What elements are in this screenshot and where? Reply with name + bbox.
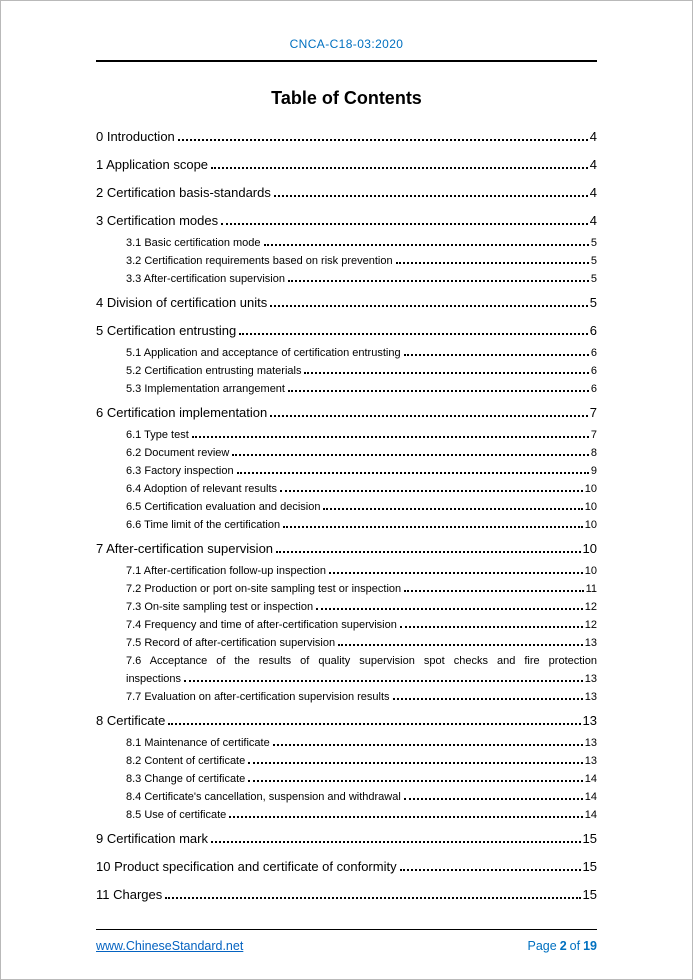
toc-entry <box>96 534 597 562</box>
toc-dot-leader <box>404 798 583 800</box>
toc-dot-leader <box>288 280 589 282</box>
toc-entry-label: 7.6 Acceptance of the results of quality supervision spot checks and fire protection <box>126 654 597 667</box>
toc-entry <box>96 344 597 362</box>
toc-entry-label: 7.7 Evaluation on after-certification supervision results <box>126 690 390 703</box>
toc-entry-label: 7 After-certification supervision <box>96 540 274 556</box>
toc-dot-leader <box>338 644 583 646</box>
toc-entry-label: 6 Certification implementation <box>96 404 268 420</box>
toc-entry-label: 1 Application scope <box>96 156 209 172</box>
toc-entry-label: 6.2 Document review <box>126 446 230 459</box>
toc-entry-label: 6.3 Factory inspection <box>126 464 234 477</box>
toc-entry-page-number: 15 <box>582 886 597 902</box>
toc-entry-label: 5 Certification entrusting <box>96 322 237 338</box>
toc-entry-page-number: 14 <box>584 808 597 821</box>
toc-entry-page-number: 4 <box>589 156 597 172</box>
toc-entry-label: 6.4 Adoption of relevant results <box>126 482 278 495</box>
toc-dot-leader <box>280 490 583 492</box>
toc-dot-leader <box>396 262 589 264</box>
toc-dot-leader <box>316 608 583 610</box>
toc-entry-page-number: 5 <box>590 254 597 267</box>
toc-entry <box>96 234 597 252</box>
toc-entry <box>96 480 597 498</box>
toc-entry-label: 8.5 Use of certificate <box>126 808 227 821</box>
toc-entry <box>96 788 597 806</box>
toc-entry <box>96 880 597 908</box>
toc-entry-page-number: 10 <box>584 500 597 513</box>
footer-row <box>96 939 597 953</box>
toc-entry-label: 8.3 Change of certificate <box>126 772 246 785</box>
toc-entry-label: 4 Division of certification units <box>96 294 268 310</box>
toc-dot-leader <box>184 680 583 682</box>
toc-entry <box>96 516 597 534</box>
toc-dot-leader <box>211 167 588 169</box>
toc-entry-page-number: 6 <box>590 346 597 359</box>
toc-dot-leader <box>274 195 588 197</box>
toc-entry <box>96 670 597 688</box>
toc-dot-leader <box>178 139 588 141</box>
toc-entry-label: 7.4 Frequency and time of after-certification supervision <box>126 618 397 631</box>
toc-entry <box>96 398 597 426</box>
toc-dot-leader <box>400 626 583 628</box>
toc-entry <box>96 706 597 734</box>
toc-entry-page-number: 12 <box>584 600 597 613</box>
header-divider <box>96 60 597 62</box>
toc-entry-page-number: 5 <box>589 294 597 310</box>
toc-dot-leader <box>248 762 583 764</box>
toc-dot-leader <box>329 572 583 574</box>
toc-entry-page-number: 11 <box>585 582 597 595</box>
website-link[interactable]: www.ChineseStandard.net <box>96 939 244 953</box>
toc-entry-page-number: 4 <box>589 212 597 228</box>
toc-entry-page-number: 9 <box>590 464 597 477</box>
toc-dot-leader <box>323 508 582 510</box>
toc-entry <box>96 734 597 752</box>
toc-entry <box>96 444 597 462</box>
toc-entry-page-number: 15 <box>582 830 597 846</box>
toc-dot-leader <box>304 372 588 374</box>
toc-dot-leader <box>232 454 589 456</box>
toc-dot-leader <box>404 354 589 356</box>
toc-entry-label: 6.5 Certification evaluation and decision <box>126 500 321 513</box>
toc-entry-page-number: 5 <box>590 236 597 249</box>
toc-dot-leader <box>276 551 581 553</box>
toc-entry <box>96 252 597 270</box>
toc-dot-leader <box>237 472 589 474</box>
toc-entry-page-number: 10 <box>584 564 597 577</box>
toc-dot-leader <box>404 590 583 592</box>
toc-entry <box>96 316 597 344</box>
toc-dot-leader <box>168 723 580 725</box>
toc-entry <box>96 288 597 316</box>
toc-entry-page-number: 6 <box>590 364 597 377</box>
toc-entry-page-number: 13 <box>584 690 597 703</box>
page-title: Table of Contents <box>271 88 422 108</box>
toc-entry-page-number: 5 <box>590 272 597 285</box>
toc-entry <box>96 824 597 852</box>
toc-entry <box>96 362 597 380</box>
toc-entry-page-number: 10 <box>584 482 597 495</box>
toc-dot-leader <box>273 744 583 746</box>
toc-entry-label: 6.6 Time limit of the certification <box>126 518 281 531</box>
toc-entry-label: 3.2 Certification requirements based on risk prevention <box>126 254 393 267</box>
toc-entry-page-number: 10 <box>582 540 597 556</box>
toc-entry <box>96 498 597 516</box>
page-content <box>1 1 692 908</box>
toc-entry <box>96 462 597 480</box>
toc-entry-label: 3.1 Basic certification mode <box>126 236 261 249</box>
toc-dot-leader <box>270 305 588 307</box>
page-footer <box>96 929 597 953</box>
toc-entry-label: 7.3 On-site sampling test or inspection <box>126 600 314 613</box>
toc-entry-label: 11 Charges <box>96 886 163 902</box>
toc-entry-label: 5.1 Application and acceptance of certification entrusting <box>126 346 401 359</box>
toc-entry-page-number: 15 <box>582 858 597 874</box>
toc-entry-page-number: 12 <box>584 618 597 631</box>
toc-entry-label: 8.1 Maintenance of certificate <box>126 736 270 749</box>
toc-dot-leader <box>221 223 588 225</box>
page-current: 2 <box>559 939 567 953</box>
toc-entry-label: 8 Certificate <box>96 712 166 728</box>
toc-entry-label: 8.2 Content of certificate <box>126 754 246 767</box>
of-word: of <box>569 939 581 953</box>
toc-dot-leader <box>239 333 588 335</box>
toc-dot-leader <box>165 897 580 899</box>
toc-entry-page-number: 13 <box>584 754 597 767</box>
toc-entry-label: 2 Certification basis-standards <box>96 184 271 200</box>
toc-entry-label: inspections <box>126 672 182 685</box>
toc-entry <box>96 652 597 670</box>
toc-entry <box>96 688 597 706</box>
toc-entry-page-number: 14 <box>584 790 597 803</box>
toc-entry <box>96 852 597 880</box>
toc-dot-leader <box>283 526 583 528</box>
toc-dot-leader <box>288 390 589 392</box>
toc-entry-label: 6.1 Type test <box>126 428 189 441</box>
toc-entry <box>96 150 597 178</box>
footer-divider <box>96 929 597 930</box>
toc-dot-leader <box>229 816 582 818</box>
toc-entry <box>96 616 597 634</box>
toc-dot-leader <box>211 841 581 843</box>
toc-dot-leader <box>393 698 583 700</box>
toc-entry-label: 10 Product specification and certificate of conformity <box>96 858 397 874</box>
toc-entry-label: 0 Introduction <box>96 128 175 144</box>
toc-dot-leader <box>264 244 589 246</box>
toc-entry-label: 7.2 Production or port on-site sampling test or inspection <box>126 582 402 595</box>
toc-entry-page-number: 7 <box>589 404 597 420</box>
toc-entry-page-number: 10 <box>584 518 597 531</box>
toc-entry <box>96 562 597 580</box>
toc-dot-leader <box>270 415 588 417</box>
toc-entry-page-number: 4 <box>589 184 597 200</box>
toc-entry-page-number: 7 <box>590 428 597 441</box>
page-indicator <box>528 939 598 953</box>
toc-entry <box>96 598 597 616</box>
toc-entry <box>96 380 597 398</box>
toc-entry-page-number: 6 <box>590 382 597 395</box>
toc-entry-label: 5.2 Certification entrusting materials <box>126 364 302 377</box>
toc-entry <box>96 806 597 824</box>
toc-entry-label: 7.5 Record of after-certification supervision <box>126 636 336 649</box>
toc-entry-label: 3.3 After-certification supervision <box>126 272 285 285</box>
toc-entry-page-number: 13 <box>584 736 597 749</box>
page-total: 19 <box>583 939 597 953</box>
toc-dot-leader <box>192 436 589 438</box>
toc-entry-page-number: 6 <box>589 322 597 338</box>
toc-entry-page-number: 14 <box>584 772 597 785</box>
toc-entry-label: 3 Certification modes <box>96 212 219 228</box>
toc-entry-page-number: 4 <box>589 128 597 144</box>
page-word: Page <box>527 939 557 953</box>
table-of-contents <box>96 122 597 908</box>
toc-dot-leader <box>248 780 583 782</box>
toc-entry-label: 5.3 Implementation arrangement <box>126 382 285 395</box>
toc-entry <box>96 634 597 652</box>
toc-entry-page-number: 8 <box>590 446 597 459</box>
toc-entry <box>96 178 597 206</box>
toc-entry <box>96 270 597 288</box>
toc-entry-page-number: 13 <box>582 712 597 728</box>
toc-entry <box>96 426 597 444</box>
toc-entry <box>96 206 597 234</box>
toc-entry <box>96 770 597 788</box>
document-number: CNCA-C18-03:2020 <box>289 37 404 51</box>
toc-entry-page-number: 13 <box>584 672 597 685</box>
toc-entry <box>96 580 597 598</box>
toc-entry <box>96 122 597 150</box>
toc-dot-leader <box>400 869 581 871</box>
toc-entry-label: 9 Certification mark <box>96 830 208 846</box>
toc-entry-label: 8.4 Certificate's cancellation, suspension and withdrawal <box>126 790 401 803</box>
toc-entry <box>96 752 597 770</box>
toc-entry-page-number: 13 <box>584 636 597 649</box>
toc-entry-label: 7.1 After-certification follow-up inspection <box>126 564 326 577</box>
